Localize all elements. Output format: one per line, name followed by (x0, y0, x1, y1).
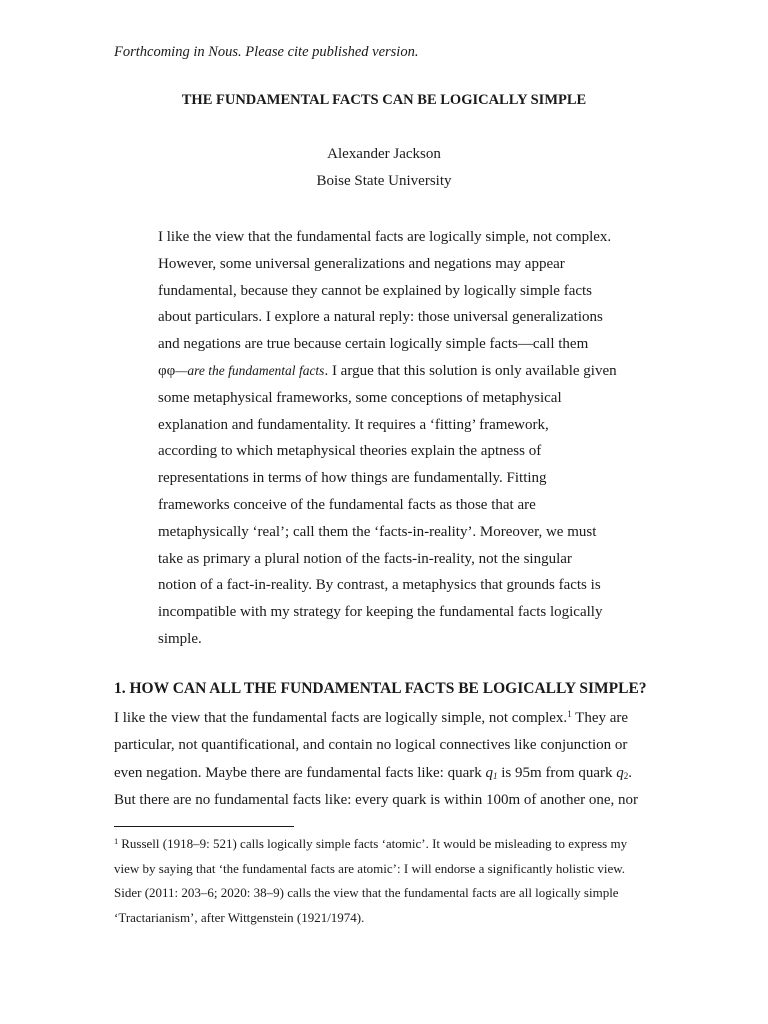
abstract-line: explanation and fundamentality. It requires a ‘fitting’ framework, (158, 416, 549, 433)
subscript: 2 (623, 770, 629, 781)
abstract-line: representations in terms of how things are fundamentally. Fitting (158, 470, 547, 487)
variable-q2: q (616, 764, 624, 781)
phi-symbols: φφ (158, 362, 176, 379)
abstract-line: I like the view that the fundamental facts are logically simple, not complex. (158, 229, 612, 245)
abstract-line (158, 358, 620, 385)
footnote-ref[interactable]: 1 (567, 709, 572, 719)
abstract-line: incompatible with my strategy for keeping the fundamental facts logically (158, 604, 603, 621)
footnote-line (114, 832, 654, 857)
footnote-line: Sider (2011: 203–6; 2020: 38–9) calls the view that the fundamental facts are all logically simple (114, 885, 619, 901)
footnote-line: ‘Tractarianism’, after Wittgenstein (1921/1974). (114, 909, 365, 925)
paper-title: THE FUNDAMENTAL FACTS CAN BE LOGICALLY SIMPLE (181, 92, 587, 108)
footnote-divider (114, 826, 294, 827)
footnote-text: Russell (1918–9: 521) calls logically simple facts ‘atomic’. It would be misleading to express my (121, 836, 628, 851)
abstract (158, 224, 620, 653)
abstract-line: frameworks conceive of the fundamental facts as those that are (158, 496, 536, 513)
footnote-mark: 1 (114, 836, 119, 846)
body-text: They are (571, 710, 629, 726)
body-text: even negation. Maybe there are fundamental facts like: quark (114, 764, 486, 781)
abstract-line: fundamental, because they cannot be explained by logically simple facts (158, 282, 593, 299)
footnote (114, 832, 654, 930)
body-line: particular, not quantificational, and contain no logical connectives like conjunction or (114, 737, 628, 754)
abstract-line: notion of a fact-in-reality. By contrast, a metaphysics that grounds facts is (158, 577, 601, 594)
abstract-line: simple. (158, 630, 202, 647)
variable-q1: q (485, 764, 494, 781)
abstract-line: and negations are true because certain logically simple facts—call them (158, 336, 589, 353)
publication-note: Forthcoming in Nous. Please cite published version. (114, 44, 419, 60)
author-affiliation: Boise State University (316, 173, 452, 189)
body-line: But there are no fundamental facts like: every quark is within 100m of another one, nor (114, 791, 639, 808)
abstract-line: some metaphysical frameworks, some conceptions of metaphysical (158, 389, 562, 406)
abstract-line: according to which metaphysical theories explain the aptness of (158, 443, 542, 460)
abstract-line: metaphysically ‘real’; call them the ‘facts-in-reality’. Moreover, we must (158, 523, 597, 540)
body-line (114, 705, 654, 732)
body-text: is 95m from quark (497, 764, 617, 781)
abstract-line: take as primary a plural notion of the facts-in-reality, not the singular (158, 550, 572, 567)
body-text: . (628, 764, 632, 781)
abstract-line: However, some universal generalizations and negations may appear (158, 255, 565, 272)
section-body (114, 705, 654, 814)
body-line (114, 760, 654, 787)
footnote-line: view by saying that ‘the fundamental facts are atomic’: I will endorse a significantly holistic view. (114, 860, 626, 876)
abstract-text: . I argue that this solution is only available given (324, 362, 617, 379)
abstract-line: about particulars. I explore a natural reply: those universal generalizations (158, 309, 603, 326)
author-name: Alexander Jackson (327, 146, 441, 162)
body-text: I like the view that the fundamental facts are logically simple, not complex. (114, 710, 568, 726)
subscript: 1 (493, 770, 498, 781)
italic-phrase: —are the fundamental facts (175, 362, 325, 378)
section-heading: 1. HOW CAN ALL THE FUNDAMENTAL FACTS BE LOGICALLY SIMPLE? (114, 680, 647, 697)
